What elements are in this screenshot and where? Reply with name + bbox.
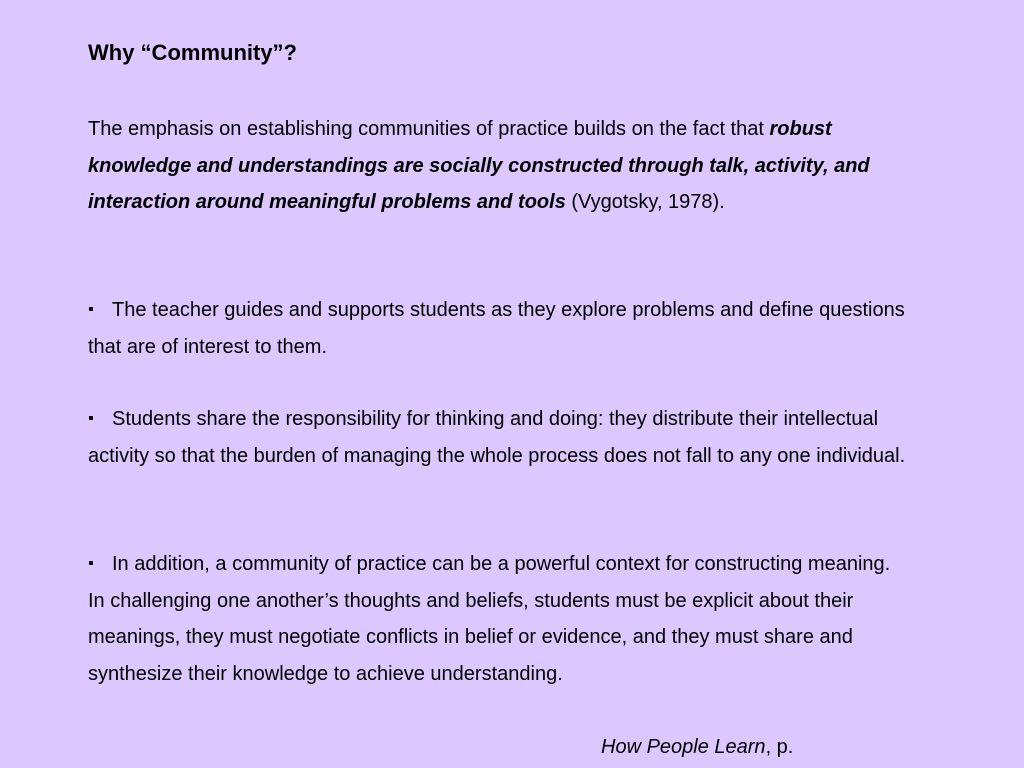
citation — [601, 729, 793, 766]
intro-text: The emphasis on establishing communities of practice builds on the fact that — [88, 118, 770, 140]
bullet-item-teacher — [88, 292, 908, 365]
square-bullet-icon: ▪ — [88, 410, 94, 427]
bullet-text: Students share the responsibility for thinking and doing: they distribute their intellectual activity so that the burden of managing the whole process does not fall to any one individual. — [88, 408, 906, 467]
bullet-text: In addition, a community of practice can be a powerful context for constructing meaning. In challenging one another’s thoughts and beliefs, students must be explicit about their meanings, they must negotiate conflicts in belief or evidence, and they must share and synthesize their knowledge to achieve understanding. — [88, 553, 891, 685]
square-bullet-icon: ▪ — [88, 301, 94, 318]
intro-reference: (Vygotsky, 1978). — [565, 191, 725, 213]
citation-page: , p. — [765, 736, 794, 758]
bullet-item-students — [88, 401, 908, 474]
citation-book-title: How People Learn — [601, 736, 766, 758]
square-bullet-icon: ▪ — [88, 555, 94, 572]
intro-paragraph — [88, 111, 908, 221]
slide-title: Why “Community”? — [88, 40, 297, 65]
bullet-item-community — [88, 546, 908, 692]
intro-emphasis: robust knowledge and understandings are socially constructed through talk, activity, and interaction around meaningful problems and tools — [88, 118, 870, 213]
bullet-text: The teacher guides and supports students as they explore problems and define questions that are of interest to them. — [88, 299, 905, 358]
